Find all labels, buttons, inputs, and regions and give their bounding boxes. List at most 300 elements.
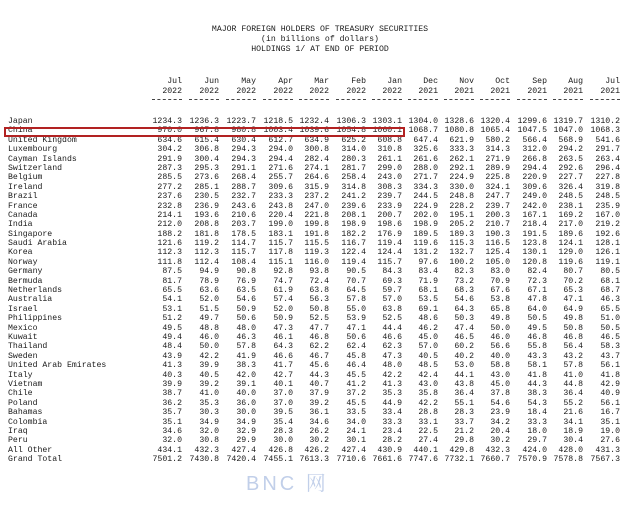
table-row: [0, 155, 640, 164]
holding-value: 274.1: [304, 163, 329, 173]
holding-value: 44.8: [563, 379, 583, 389]
holding-value: 48.6: [418, 314, 438, 324]
holding-value: 49.7: [199, 314, 219, 324]
holding-value: 967.8: [194, 126, 219, 136]
holding-value: 30.4: [563, 436, 583, 446]
holding-value: 54.3: [527, 398, 547, 408]
table-row: [0, 305, 640, 314]
column-header-year: 2022: [346, 87, 366, 96]
column-header-underline: [263, 99, 293, 100]
holding-value: 40.9: [600, 389, 620, 399]
table-row: [0, 286, 640, 295]
holding-value: 57.8: [346, 295, 366, 305]
holding-value: 21.6: [563, 408, 583, 418]
country-name: Italy: [8, 370, 33, 380]
holding-value: 224.9: [413, 201, 438, 211]
holding-value: 268.4: [231, 173, 256, 183]
holding-value: 46.5: [600, 332, 620, 342]
holding-value: 18.4: [527, 408, 547, 418]
holding-value: 125.4: [485, 248, 510, 258]
table-row: [0, 399, 640, 408]
holding-value: 35.7: [162, 408, 182, 418]
holding-value: 261.6: [413, 154, 438, 164]
holding-value: 46.6: [382, 332, 402, 342]
table-row: [0, 436, 640, 445]
holding-value: 23.9: [490, 408, 510, 418]
holding-value: 7613.3: [299, 455, 329, 465]
holding-value: 50.5: [527, 314, 547, 324]
holding-value: 191.8: [304, 229, 329, 239]
holding-value: 117.8: [268, 248, 293, 258]
country-name: Australia: [8, 295, 53, 305]
holding-value: 55.1: [454, 398, 474, 408]
column-header-underline: [408, 99, 438, 100]
holding-value: 40.3: [162, 370, 182, 380]
holding-value: 40.0: [490, 351, 510, 361]
holding-value: 40.2: [454, 351, 474, 361]
country-name: India: [8, 220, 33, 230]
holding-value: 56.3: [309, 295, 329, 305]
country-name: Cayman Islands: [8, 154, 77, 164]
holding-value: 1218.5: [263, 117, 293, 126]
holding-value: 198.9: [413, 220, 438, 230]
report-title: MAJOR FOREIGN HOLDERS OF TREASURY SECURITIES: [211, 25, 429, 34]
country-name: China: [8, 126, 33, 136]
country-name: Iraq: [8, 426, 28, 436]
holding-value: 35.1: [600, 417, 620, 427]
holding-value: 608.8: [377, 135, 402, 145]
holding-value: 87.5: [162, 267, 182, 277]
holding-value: 42.7: [273, 370, 293, 380]
holding-value: 36.4: [454, 389, 474, 399]
holding-value: 34.9: [236, 417, 256, 427]
holding-value: 30.2: [309, 436, 329, 446]
holding-value: 48.0: [236, 323, 256, 333]
holding-value: 54.6: [454, 295, 474, 305]
holding-value: 431.3: [595, 445, 620, 455]
holding-value: 55.8: [527, 342, 547, 352]
holding-value: 300.8: [304, 145, 329, 155]
holding-value: 221.8: [304, 210, 329, 220]
holding-value: 46.5: [454, 332, 474, 342]
holding-value: 119.2: [194, 239, 219, 249]
holding-value: 76.9: [236, 276, 256, 286]
holding-value: 80.7: [563, 267, 583, 277]
holding-value: 312.0: [522, 145, 547, 155]
holding-value: 50.6: [236, 314, 256, 324]
column-header-year: 2021: [454, 87, 474, 96]
holding-value: 42.2: [199, 351, 219, 361]
holding-value: 45.5: [346, 398, 366, 408]
holding-value: 47.3: [382, 351, 402, 361]
holding-value: 54.1: [162, 295, 182, 305]
holding-value: 235.9: [595, 201, 620, 211]
holding-value: 330.0: [449, 182, 474, 192]
holding-value: 262.1: [449, 154, 474, 164]
country-name: Singapore: [8, 229, 53, 239]
holding-value: 57.0: [418, 342, 438, 352]
holding-value: 51.5: [199, 304, 219, 314]
holding-value: 7660.7: [480, 455, 510, 465]
holding-value: 248.5: [595, 192, 620, 202]
column-header-month: Apr: [278, 77, 293, 86]
holding-value: 50.5: [600, 323, 620, 333]
holding-value: 58.3: [600, 342, 620, 352]
holding-value: 33.4: [382, 408, 402, 418]
table-row: [0, 295, 640, 304]
holding-value: 182.2: [341, 229, 366, 239]
table-row: [0, 380, 640, 389]
holding-value: 70.7: [346, 276, 366, 286]
holding-value: 46.1: [273, 332, 293, 342]
holding-value: 32.9: [236, 426, 256, 436]
table-row: [0, 145, 640, 154]
holding-value: 39.9: [162, 379, 182, 389]
holding-value: 50.3: [454, 314, 474, 324]
holding-value: 42.2: [382, 370, 402, 380]
holding-value: 40.5: [199, 370, 219, 380]
country-name: Saudi Arabia: [8, 239, 67, 249]
holding-value: 309.6: [522, 182, 547, 192]
holding-value: 57.8: [236, 342, 256, 352]
holding-value: 42.0: [236, 370, 256, 380]
table-row: [0, 183, 640, 192]
holding-value: 288.7: [231, 182, 256, 192]
holding-value: 334.3: [413, 182, 438, 192]
holding-value: 33.1: [418, 417, 438, 427]
holding-value: 41.3: [382, 379, 402, 389]
holding-value: 34.2: [490, 417, 510, 427]
holding-value: 46.3: [236, 332, 256, 342]
table-row: [0, 333, 640, 342]
holding-value: 38.3: [236, 361, 256, 371]
holding-value: 51.2: [162, 314, 182, 324]
holding-value: 568.9: [558, 135, 583, 145]
holding-value: 314.0: [341, 145, 366, 155]
table-row: [0, 173, 640, 182]
holding-value: 48.5: [418, 361, 438, 371]
holding-value: 67.1: [527, 286, 547, 296]
holding-value: 292.1: [449, 163, 474, 173]
report-subtitle: HOLDINGS 1/ AT END OF PERIOD: [251, 44, 389, 54]
holding-value: 440.1: [413, 445, 438, 455]
holding-value: 429.8: [449, 445, 474, 455]
column-header: [146, 77, 182, 100]
holding-value: 131.2: [413, 248, 438, 258]
holding-value: 105.0: [485, 257, 510, 267]
holding-value: 33.7: [454, 417, 474, 427]
holding-value: 43.3: [527, 351, 547, 361]
holding-value: 121.6: [157, 239, 182, 249]
holding-value: 48.8: [199, 323, 219, 333]
holding-value: 53.8: [490, 295, 510, 305]
holding-value: 37.0: [273, 398, 293, 408]
holding-value: 122.4: [341, 248, 366, 258]
column-header-month: Oct: [495, 77, 510, 86]
holding-value: 64.9: [563, 304, 583, 314]
holding-value: 264.6: [304, 173, 329, 183]
holding-value: 50.8: [563, 323, 583, 333]
holding-value: 41.3: [162, 361, 182, 371]
holding-value: 64.0: [527, 304, 547, 314]
holding-value: 72.3: [527, 276, 547, 286]
holding-value: 35.3: [382, 389, 402, 399]
holding-value: 40.0: [236, 389, 256, 399]
holding-value: 64.3: [454, 304, 474, 314]
holding-value: 199.8: [304, 220, 329, 230]
holding-value: 236.9: [194, 201, 219, 211]
holding-value: 233.3: [268, 192, 293, 202]
holding-value: 566.4: [522, 135, 547, 145]
column-header-underline: [553, 99, 583, 100]
holding-value: 45.0: [490, 379, 510, 389]
holding-value: 314.8: [341, 182, 366, 192]
holding-value: 271.6: [268, 163, 293, 173]
holding-value: 39.9: [199, 361, 219, 371]
holding-value: 69.1: [418, 304, 438, 314]
column-header-year: 2022: [309, 87, 329, 96]
holding-value: 291.7: [595, 145, 620, 155]
holding-value: 90.5: [346, 267, 366, 277]
holding-value: 61.9: [273, 286, 293, 296]
country-name: Bermuda: [8, 276, 43, 286]
holding-value: 7710.6: [336, 455, 366, 465]
holding-value: 34.1: [563, 417, 583, 427]
holding-value: 309.6: [268, 182, 293, 192]
holding-value: 50.0: [490, 323, 510, 333]
holding-value: 324.1: [485, 182, 510, 192]
holding-value: 46.8: [563, 332, 583, 342]
holding-value: 188.2: [157, 229, 182, 239]
holding-value: 114.7: [231, 239, 256, 249]
holding-value: 36.2: [162, 398, 182, 408]
country-name: Colombia: [8, 417, 48, 427]
column-header-underline: [152, 99, 182, 100]
holding-value: 34.0: [346, 417, 366, 427]
holding-value: 210.7: [485, 220, 510, 230]
holding-value: 212.0: [157, 220, 182, 230]
holding-value: 30.8: [199, 436, 219, 446]
holding-value: 50.6: [346, 332, 366, 342]
country-name: Sweden: [8, 351, 38, 361]
holding-value: 47.1: [346, 323, 366, 333]
holding-value: 434.1: [157, 445, 182, 455]
holding-value: 1306.3: [336, 117, 366, 126]
holding-value: 44.4: [382, 323, 402, 333]
holding-value: 202.0: [413, 210, 438, 220]
holding-value: 56.6: [490, 342, 510, 352]
holding-value: 24.1: [346, 426, 366, 436]
country-name: Netherlands: [8, 286, 63, 296]
table-row: [0, 446, 640, 455]
holding-value: 292.6: [558, 163, 583, 173]
country-name: Peru: [8, 436, 28, 446]
column-header-underline: [189, 99, 219, 100]
holding-value: 647.4: [413, 135, 438, 145]
table-row: [0, 427, 640, 436]
holding-value: 47.7: [309, 323, 329, 333]
holding-value: 189.6: [558, 229, 583, 239]
holding-value: 28.2: [382, 436, 402, 446]
holding-value: 326.4: [558, 182, 583, 192]
holding-value: 167.1: [522, 210, 547, 220]
column-header: [293, 77, 329, 100]
holding-value: 190.3: [485, 229, 510, 239]
holding-value: 53.1: [162, 304, 182, 314]
holding-value: 115.3: [449, 239, 474, 249]
holding-value: 35.3: [199, 398, 219, 408]
holding-value: 43.8: [454, 379, 474, 389]
holding-value: 230.5: [194, 192, 219, 202]
holding-value: 73.2: [454, 276, 474, 286]
column-header-year: 2022: [273, 87, 293, 96]
holding-value: 46.8: [527, 332, 547, 342]
holding-value: 43.0: [490, 370, 510, 380]
holding-value: 294.4: [522, 163, 547, 173]
holding-value: 46.0: [490, 332, 510, 342]
holding-value: 205.2: [449, 220, 474, 230]
holding-value: 52.0: [199, 295, 219, 305]
holding-value: 308.3: [377, 182, 402, 192]
holding-value: 59.7: [382, 286, 402, 296]
column-header-year: 2022: [236, 87, 256, 96]
holding-value: 33.3: [382, 417, 402, 427]
holding-value: 52.5: [309, 314, 329, 324]
holding-value: 7430.8: [189, 455, 219, 465]
holding-value: 1060.1: [372, 126, 402, 136]
holding-value: 325.6: [413, 145, 438, 155]
holding-value: 130.1: [522, 248, 547, 258]
column-header-month: Jun: [204, 77, 219, 86]
holding-value: 72.4: [309, 276, 329, 286]
holding-value: 112.3: [157, 248, 182, 258]
holding-value: 41.9: [236, 351, 256, 361]
table-row: [0, 314, 640, 323]
holding-value: 195.1: [449, 210, 474, 220]
holding-value: 263.5: [558, 154, 583, 164]
holding-value: 46.8: [309, 332, 329, 342]
holding-value: 70.9: [490, 276, 510, 286]
holding-value: 294.3: [231, 154, 256, 164]
holding-value: 44.9: [382, 398, 402, 408]
holding-value: 1320.4: [480, 117, 510, 126]
holding-value: 30.0: [236, 408, 256, 418]
holding-value: 62.4: [346, 342, 366, 352]
column-header: [584, 77, 620, 100]
holding-value: 123.8: [522, 239, 547, 249]
holding-value: 1065.4: [480, 126, 510, 136]
holding-value: 50.9: [273, 314, 293, 324]
holding-value: 54.6: [236, 295, 256, 305]
holding-value: 258.4: [341, 173, 366, 183]
holding-value: 30.0: [273, 436, 293, 446]
table-row: [0, 230, 640, 239]
holding-value: 116.0: [304, 257, 329, 267]
holding-value: 54.6: [490, 398, 510, 408]
holding-value: 427.4: [231, 445, 256, 455]
holding-value: 46.3: [600, 295, 620, 305]
holding-value: 7732.1: [444, 455, 474, 465]
holding-value: 1319.7: [553, 117, 583, 126]
holding-value: 7501.2: [152, 455, 182, 465]
holding-value: 56.4: [563, 342, 583, 352]
holding-value: 74.7: [273, 276, 293, 286]
holding-value: 46.6: [273, 351, 293, 361]
holding-value: 41.0: [199, 389, 219, 399]
column-header-underline: [336, 99, 366, 100]
holding-value: 50.9: [236, 304, 256, 314]
column-header: [183, 77, 219, 100]
holding-value: 541.6: [595, 135, 620, 145]
holding-value: 580.2: [485, 135, 510, 145]
holding-value: 273.6: [194, 173, 219, 183]
holding-value: 306.8: [194, 145, 219, 155]
holding-value: 44.3: [309, 370, 329, 380]
holding-value: 50.0: [199, 342, 219, 352]
holding-value: 63.8: [309, 286, 329, 296]
holding-value: 7570.9: [517, 455, 547, 465]
holding-value: 111.8: [157, 257, 182, 267]
column-header-month: Sep: [532, 77, 547, 86]
holding-value: 208.1: [341, 210, 366, 220]
holding-value: 83.0: [490, 267, 510, 277]
holding-value: 261.1: [377, 154, 402, 164]
holding-value: 220.4: [268, 210, 293, 220]
holding-value: 970.0: [157, 126, 182, 136]
holding-value: 34.6: [162, 426, 182, 436]
holding-value: 225.8: [485, 173, 510, 183]
holding-value: 34.9: [199, 417, 219, 427]
holding-value: 81.7: [162, 276, 182, 286]
holding-value: 49.5: [527, 323, 547, 333]
holding-value: 271.9: [485, 154, 510, 164]
holding-value: 83.4: [418, 267, 438, 277]
column-header-month: Jul: [605, 77, 620, 86]
holding-value: 218.4: [522, 220, 547, 230]
column-header-month: May: [241, 77, 256, 86]
table-row: [0, 352, 640, 361]
holding-value: 333.3: [449, 145, 474, 155]
holding-value: 1328.6: [444, 117, 474, 126]
column-header: [511, 77, 547, 100]
table-row: [0, 258, 640, 267]
column-header: [330, 77, 366, 100]
holding-value: 69.3: [382, 276, 402, 286]
holding-value: 39.5: [273, 408, 293, 418]
holding-value: 43.7: [600, 351, 620, 361]
holding-value: 612.7: [268, 135, 293, 145]
holding-value: 285.1: [194, 182, 219, 192]
holding-value: 249.0: [522, 192, 547, 202]
holding-value: 294.3: [231, 145, 256, 155]
holding-value: 57.0: [382, 295, 402, 305]
column-header-month: Jul: [167, 77, 182, 86]
table-row: [0, 389, 640, 398]
holding-value: 26.2: [309, 426, 329, 436]
table-row: [0, 371, 640, 380]
holding-value: 176.9: [377, 229, 402, 239]
holding-value: 227.7: [558, 173, 583, 183]
table-row: [0, 324, 640, 333]
holding-value: 71.9: [418, 276, 438, 286]
holding-value: 287.3: [157, 163, 182, 173]
holding-value: 41.7: [273, 361, 293, 371]
holding-value: 1304.0: [408, 117, 438, 126]
holding-value: 210.6: [231, 210, 256, 220]
holding-value: 49.5: [162, 323, 182, 333]
holding-value: 94.9: [199, 267, 219, 277]
column-header-year: 2022: [199, 87, 219, 96]
